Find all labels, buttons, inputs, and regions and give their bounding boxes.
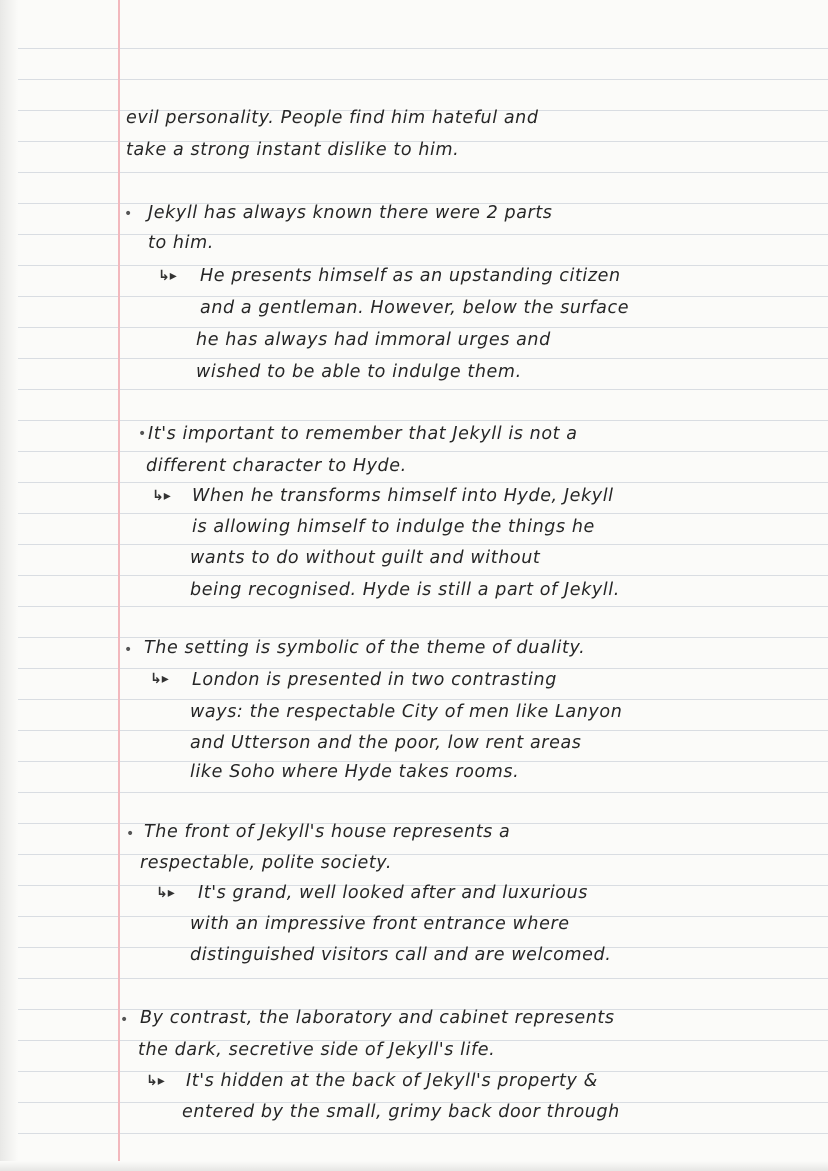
- bullet-text: to him.: [148, 233, 214, 253]
- sub-point-text: distinguished visitors call and are welcomed.: [190, 945, 612, 965]
- sub-point-text: When he transforms himself into Hyde, Jekyll: [192, 486, 614, 506]
- sub-point-text: London is presented in two contrasting: [192, 670, 557, 690]
- bullet-text: It's important to remember that Jekyll is not a: [148, 424, 578, 444]
- bullet-text: the dark, secretive side of Jekyll's life.: [138, 1040, 496, 1060]
- sub-point-text: with an impressive front entrance where: [190, 914, 570, 934]
- sub-point-text: and Utterson and the poor, low rent areas: [190, 733, 582, 753]
- sub-point-text: It's hidden at the back of Jekyll's property &: [186, 1071, 598, 1091]
- sub-arrow-icon: ↳▸: [146, 1073, 165, 1089]
- text-line: take a strong instant dislike to him.: [126, 140, 460, 160]
- sub-point-text: wants to do without guilt and without: [190, 548, 541, 568]
- bullet-text: The setting is symbolic of the theme of duality.: [144, 638, 586, 658]
- bullet-text: Jekyll has always known there were 2 parts: [148, 203, 553, 223]
- bullet-text: respectable, polite society.: [140, 853, 393, 873]
- sub-point-text: entered by the small, grimy back door through: [182, 1102, 620, 1122]
- bullet-text: By contrast, the laboratory and cabinet represents: [140, 1008, 615, 1028]
- sub-point-text: ways: the respectable City of men like Lanyon: [190, 702, 623, 722]
- sub-point-text: he has always had immoral urges and: [196, 330, 551, 350]
- sub-point-text: He presents himself as an upstanding citizen: [200, 266, 621, 286]
- sub-point-text: It's grand, well looked after and luxurious: [198, 883, 589, 903]
- bullet-icon: •: [120, 1012, 129, 1028]
- sub-point-text: and a gentleman. However, below the surface: [200, 298, 630, 318]
- sub-point-text: wished to be able to indulge them.: [196, 362, 522, 382]
- sub-point-text: being recognised. Hyde is still a part of Jekyll.: [190, 580, 620, 600]
- bullet-text: different character to Hyde.: [146, 456, 407, 476]
- sub-arrow-icon: ↳▸: [156, 885, 175, 901]
- text-line: evil personality. People find him hateful and: [126, 108, 539, 128]
- bullet-icon: •: [126, 826, 135, 842]
- bullet-icon: •: [124, 642, 133, 658]
- bullet-icon: •: [138, 426, 147, 442]
- bullet-text: The front of Jekyll's house represents a: [144, 822, 511, 842]
- sub-point-text: like Soho where Hyde takes rooms.: [190, 762, 520, 782]
- sub-arrow-icon: ↳▸: [150, 671, 169, 687]
- sub-point-text: is allowing himself to indulge the things he: [192, 517, 595, 537]
- page-bottom-edge: [0, 1161, 828, 1171]
- sub-arrow-icon: ↳▸: [152, 488, 171, 504]
- bullet-icon: •: [124, 206, 133, 222]
- page-left-edge: [0, 0, 18, 1171]
- sub-arrow-icon: ↳▸: [158, 268, 177, 284]
- margin-line: [118, 0, 120, 1171]
